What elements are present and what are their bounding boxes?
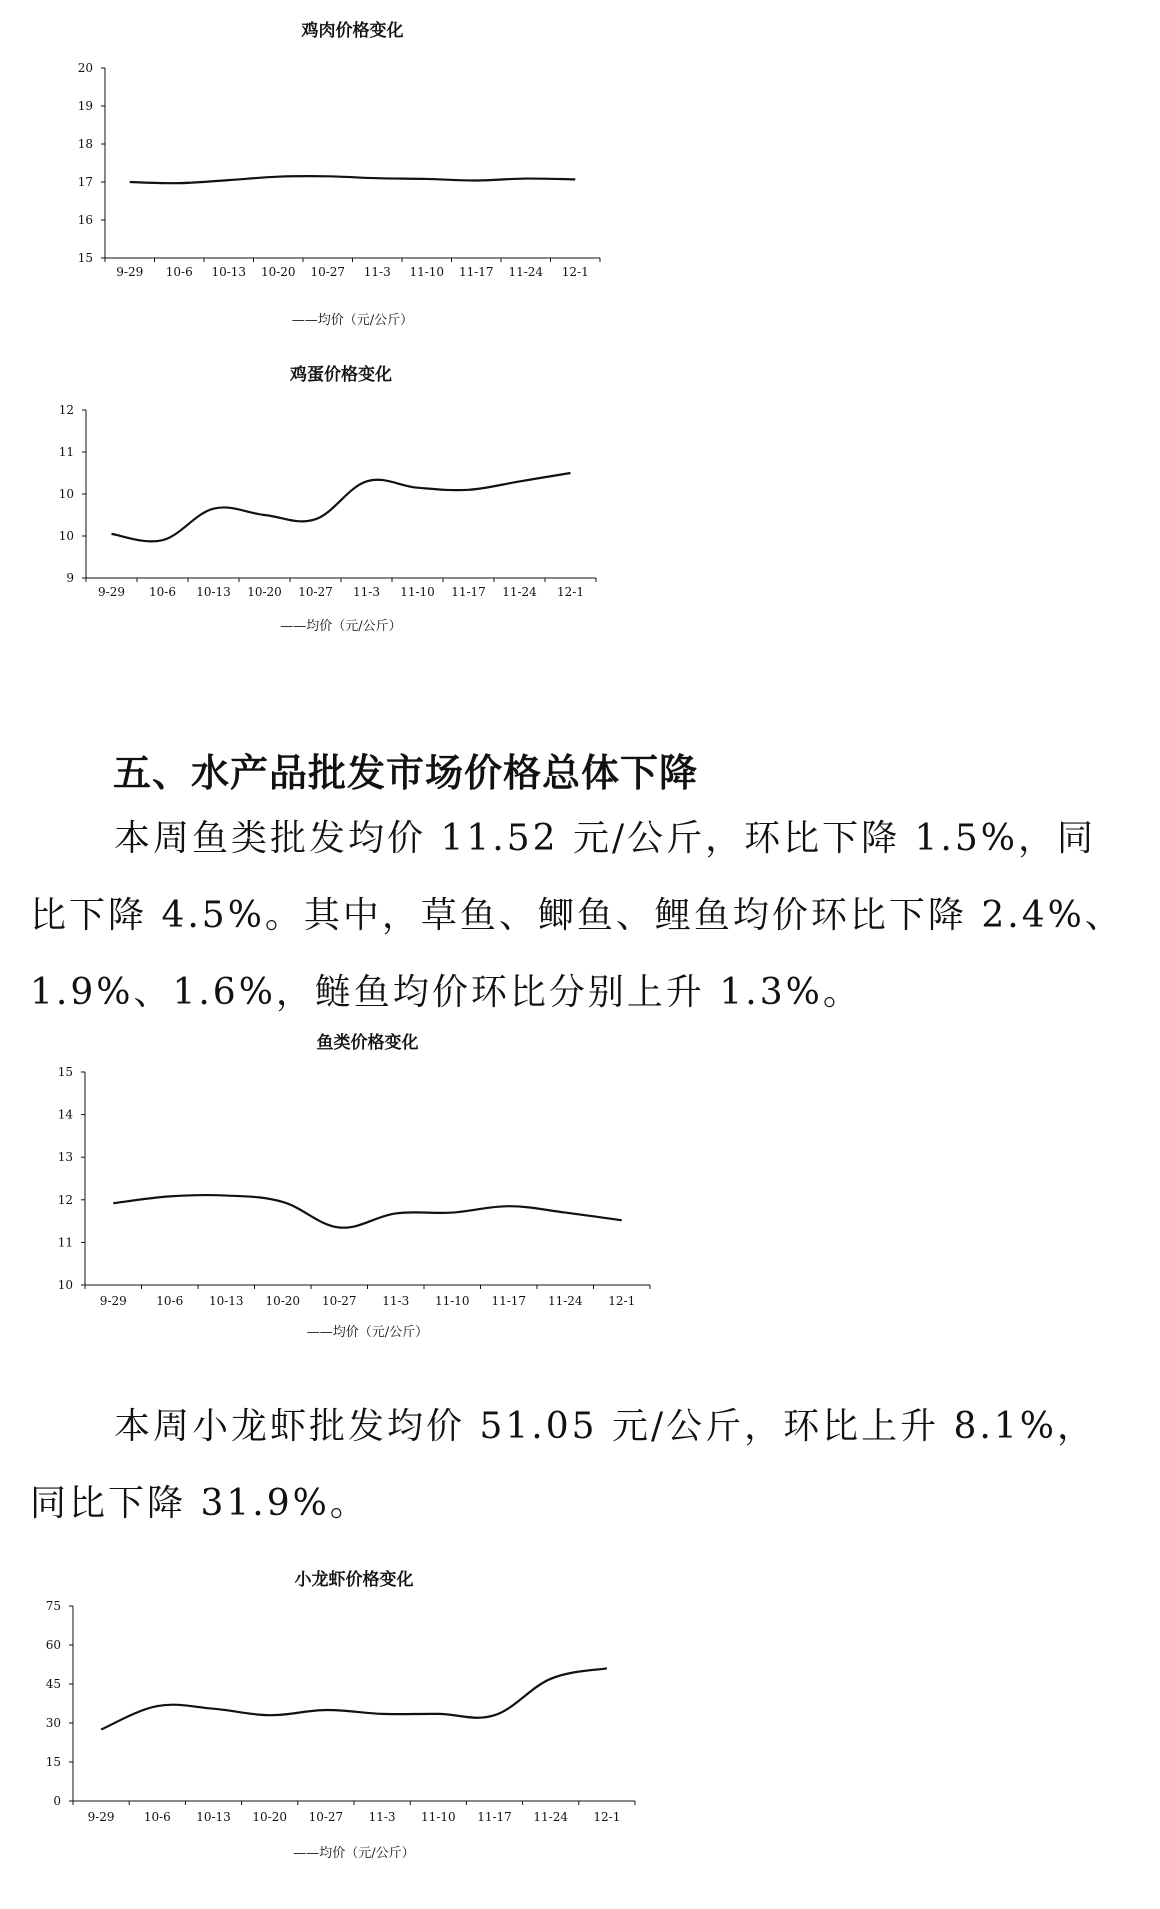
crayfish-y-tick-label: 30 bbox=[45, 1716, 61, 1730]
fish-x-tick-label: 11-10 bbox=[434, 1294, 470, 1308]
fish-series-line bbox=[113, 1195, 622, 1228]
chicken-x-tick-label: 12-1 bbox=[561, 265, 589, 279]
crayfish-y-tick-label: 60 bbox=[45, 1638, 61, 1652]
crayfish-x-tick-label: 10-20 bbox=[252, 1810, 287, 1824]
crayfish-x-tick-label: 10-27 bbox=[308, 1810, 344, 1824]
chicken-price-chart-svg bbox=[60, 14, 620, 339]
egg-series-line bbox=[112, 473, 571, 541]
crayfish-x-tick-label: 9-29 bbox=[87, 1810, 115, 1824]
crayfish-price-chart-svg bbox=[30, 1566, 670, 1901]
fish-legend: ——均价（元/公斤） bbox=[306, 1325, 429, 1340]
crayfish-legend: ——均价（元/公斤） bbox=[293, 1846, 415, 1861]
crayfish-x-tick-label: 11-3 bbox=[368, 1810, 396, 1824]
fish-price-paragraph: 本周鱼类批发均价 11.52 元/公斤，环比下降 1.5%，同比下降 4.5%。其中，草鱼、鲫鱼、鲤鱼均价环比下降 2.4%、1.9%、1.6%，鲢鱼均价环比分别上升 1.3%。 bbox=[30, 818, 1124, 1013]
egg-chart-title: 鸡蛋价格变化 bbox=[290, 365, 392, 385]
egg-x-tick-label: 11-17 bbox=[451, 585, 486, 599]
fish-x-tick-label: 9-29 bbox=[99, 1294, 127, 1308]
section-heading: 五、水产品批发市场价格总体下降 bbox=[113, 751, 699, 795]
egg-legend: ——均价（元/公斤） bbox=[280, 619, 402, 634]
fish-y-tick-label: 10 bbox=[57, 1278, 73, 1292]
egg-price-chart bbox=[60, 362, 620, 647]
egg-y-tick-label: 12 bbox=[58, 403, 74, 417]
fish-y-tick-label: 15 bbox=[57, 1065, 73, 1079]
chicken-y-tick-label: 19 bbox=[77, 99, 93, 113]
egg-x-tick-label: 11-10 bbox=[400, 585, 435, 599]
egg-x-tick-label: 11-3 bbox=[353, 585, 380, 599]
chicken-y-tick-label: 16 bbox=[77, 213, 93, 227]
fish-x-tick-label: 10-6 bbox=[156, 1294, 184, 1308]
egg-y-tick-label: 10 bbox=[58, 529, 74, 543]
egg-x-tick-label: 11-24 bbox=[502, 585, 537, 599]
crayfish-x-tick-label: 10-6 bbox=[143, 1810, 171, 1824]
fish-x-tick-label: 10-13 bbox=[208, 1294, 244, 1308]
fish-x-tick-label: 11-3 bbox=[382, 1294, 410, 1308]
chicken-legend: ——均价（元/公斤） bbox=[291, 313, 414, 328]
egg-x-tick-label: 10-13 bbox=[196, 585, 231, 599]
crayfish-price-paragraph: 本周小龙虾批发均价 51.05 元/公斤，环比上升 8.1%，同比下降 31.9%。 bbox=[30, 1406, 1096, 1524]
egg-x-tick-label: 10-27 bbox=[298, 585, 333, 599]
chicken-x-tick-label: 11-10 bbox=[409, 265, 445, 279]
chicken-x-tick-label: 10-20 bbox=[260, 265, 296, 279]
crayfish-price-chart bbox=[30, 1566, 670, 1901]
egg-price-chart-svg bbox=[60, 362, 620, 647]
chicken-x-tick-label: 10-6 bbox=[165, 265, 193, 279]
fish-price-chart bbox=[40, 1030, 680, 1360]
chicken-x-tick-label: 11-3 bbox=[363, 265, 391, 279]
crayfish-chart-title: 小龙虾价格变化 bbox=[294, 1570, 414, 1590]
fish-x-tick-label: 11-17 bbox=[491, 1294, 527, 1308]
crayfish-y-tick-label: 75 bbox=[45, 1599, 61, 1613]
fish-y-tick-label: 11 bbox=[57, 1235, 73, 1250]
fish-y-tick-label: 13 bbox=[57, 1150, 73, 1165]
chicken-x-tick-label: 11-24 bbox=[508, 265, 544, 279]
egg-x-tick-label: 10-6 bbox=[149, 585, 176, 599]
crayfish-y-tick-label: 0 bbox=[53, 1794, 61, 1808]
chicken-y-tick-label: 18 bbox=[77, 137, 93, 151]
crayfish-x-tick-label: 11-10 bbox=[421, 1810, 456, 1824]
crayfish-x-tick-label: 11-17 bbox=[477, 1810, 512, 1824]
crayfish-series-line bbox=[101, 1668, 607, 1729]
chicken-y-tick-label: 17 bbox=[77, 175, 93, 189]
fish-x-tick-label: 10-20 bbox=[265, 1294, 301, 1308]
crayfish-x-tick-label: 10-13 bbox=[196, 1810, 231, 1824]
chicken-series-line bbox=[130, 176, 576, 183]
crayfish-y-tick-label: 15 bbox=[45, 1755, 61, 1769]
egg-y-tick-label: 9 bbox=[66, 571, 74, 585]
fish-x-tick-label: 11-24 bbox=[547, 1294, 583, 1308]
chicken-y-tick-label: 15 bbox=[77, 251, 93, 265]
egg-y-tick-label: 10 bbox=[58, 487, 74, 501]
chicken-x-tick-label: 10-27 bbox=[310, 265, 346, 279]
fish-x-tick-label: 10-27 bbox=[321, 1294, 357, 1308]
chicken-x-tick-label: 10-13 bbox=[211, 265, 247, 279]
chicken-price-chart bbox=[60, 14, 620, 339]
egg-x-tick-label: 10-20 bbox=[247, 585, 282, 599]
egg-x-tick-label: 12-1 bbox=[557, 585, 584, 599]
chicken-x-tick-label: 9-29 bbox=[116, 265, 144, 279]
egg-x-tick-label: 9-29 bbox=[98, 585, 125, 599]
fish-x-tick-label: 12-1 bbox=[608, 1294, 636, 1308]
egg-y-tick-label: 11 bbox=[58, 445, 74, 459]
crayfish-x-tick-label: 11-24 bbox=[533, 1810, 568, 1824]
crayfish-y-tick-label: 45 bbox=[45, 1677, 61, 1691]
chicken-y-tick-label: 20 bbox=[77, 61, 93, 75]
fish-y-tick-label: 12 bbox=[57, 1192, 73, 1207]
chicken-x-tick-label: 11-17 bbox=[458, 265, 494, 279]
crayfish-x-tick-label: 12-1 bbox=[593, 1810, 621, 1824]
chicken-chart-title: 鸡肉价格变化 bbox=[301, 21, 404, 41]
fish-price-chart-svg bbox=[40, 1030, 680, 1360]
fish-y-tick-label: 14 bbox=[57, 1107, 73, 1122]
fish-chart-title: 鱼类价格变化 bbox=[316, 1033, 419, 1053]
